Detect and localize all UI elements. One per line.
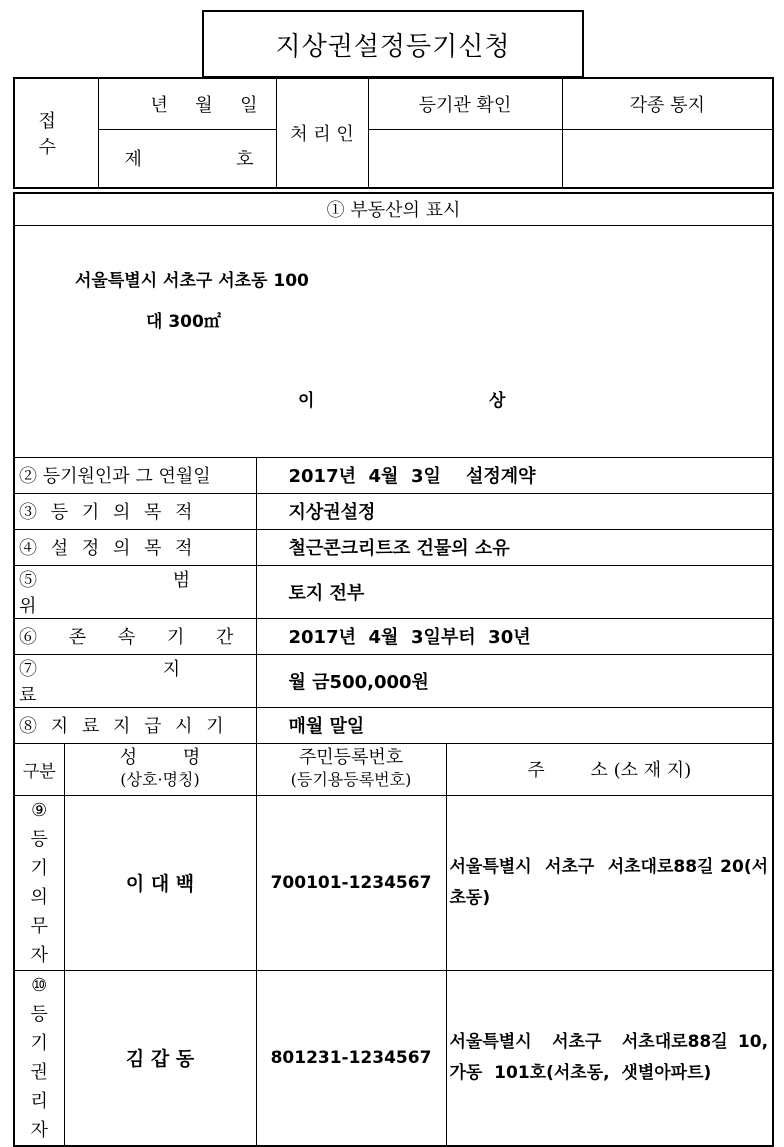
- party-type-holder: ⑩ 등 기 권 리 자: [14, 970, 64, 1146]
- party-id-header: [256, 743, 446, 795]
- field-value-payment-time: 매월 말일: [256, 707, 773, 743]
- notices-label: 각종 통지: [629, 94, 705, 116]
- property-address: 서울특별시 서초구 서초동 100: [75, 270, 309, 291]
- field-label-scope: ⑤ 범 위: [14, 565, 256, 618]
- property-land: 대 300㎡: [146, 311, 221, 332]
- processor-label-cell: [276, 78, 368, 188]
- party-address-header: 주 소 (소 재 지): [446, 743, 773, 795]
- field-label-purpose: ③ 등 기 의 목 적: [14, 493, 256, 529]
- field-label-setup-purpose: ④ 설 정 의 목 적: [14, 529, 256, 565]
- field-row-purpose: [14, 493, 773, 529]
- party-name-obligor: 이 대 백: [64, 795, 256, 970]
- party-header-row: [14, 743, 773, 795]
- party-name-header-label: 성 명: [119, 747, 201, 768]
- party-address-holder: 서울특별시 서초구 서초대로88길 10, 가동 101호(서초동, 샛별아파트): [446, 970, 773, 1146]
- property-header-cell: [14, 193, 773, 225]
- party-row-obligor: [14, 795, 773, 970]
- field-value-duration: 2017년 4월 3일부터 30년: [256, 618, 773, 654]
- number-prefix-char: 제: [124, 149, 142, 171]
- property-description-cell: [14, 225, 773, 457]
- year-char: 년: [150, 94, 168, 116]
- receipt-number-cell: [98, 129, 276, 188]
- field-label-cause: ② 등기원인과 그 연월일: [14, 457, 256, 493]
- end-mark-first: 이: [298, 390, 315, 411]
- field-row-payment-time: [14, 707, 773, 743]
- party-id-header-sub: (등기용등록번호): [290, 770, 412, 789]
- party-name-holder: 김 갑 동: [64, 970, 256, 1146]
- field-value-setup-purpose: 철근콘크리트조 건물의 소유: [256, 529, 773, 565]
- end-mark-last: 상: [489, 390, 506, 411]
- field-row-scope: [14, 565, 773, 618]
- field-row-setup-purpose: [14, 529, 773, 565]
- registrar-check-label: 등기관 확인: [418, 94, 512, 116]
- day-char: 일: [240, 94, 258, 116]
- receipt-label: 접 수: [38, 111, 74, 158]
- registrar-check-header: [368, 78, 562, 129]
- field-value-purpose: 지상권설정: [256, 493, 773, 529]
- party-id-holder: 801231-1234567: [256, 970, 446, 1146]
- field-label-rent: ⑦ 지 료: [14, 654, 256, 707]
- processor-label: 처 리 인: [290, 124, 354, 145]
- receipt-date-cell: [98, 78, 276, 129]
- party-type-header: 구분: [14, 743, 64, 795]
- field-label-duration: ⑥ 존 속 기 간: [14, 618, 256, 654]
- party-id-obligor: 700101-1234567: [256, 795, 446, 970]
- document-title: 지상권설정등기신청: [202, 10, 584, 78]
- notices-header: [562, 78, 773, 129]
- field-label-payment-time: ⑧ 지 료 지 급 시 기: [14, 707, 256, 743]
- registrar-check-field[interactable]: [368, 129, 562, 188]
- field-value-cause: 2017년 4월 3일 설정계약: [256, 457, 773, 493]
- number-suffix-char: 호: [236, 149, 254, 171]
- receipt-label-cell: [14, 78, 98, 188]
- property-header: ① 부동산의 표시: [326, 200, 461, 222]
- party-id-header-label: 주민등록번호: [298, 747, 404, 768]
- field-value-rent: 월 금500,000원: [256, 654, 773, 707]
- application-table: [13, 192, 780, 1147]
- receipt-table: [13, 77, 774, 189]
- field-value-scope: 토지 전부: [256, 565, 773, 618]
- month-char: 월: [195, 94, 213, 116]
- party-name-header: [64, 743, 256, 795]
- party-address-obligor: 서울특별시 서초구 서초대로88길 20(서초동): [446, 795, 773, 970]
- field-row-duration: [14, 618, 773, 654]
- notices-field[interactable]: [562, 129, 773, 188]
- party-row-holder: [14, 970, 773, 1146]
- party-type-obligor: ⑨ 등 기 의 무 자: [14, 795, 64, 970]
- field-row-cause: [14, 457, 773, 493]
- field-row-rent: [14, 654, 773, 707]
- party-name-header-sub: (상호·명칭): [120, 770, 200, 789]
